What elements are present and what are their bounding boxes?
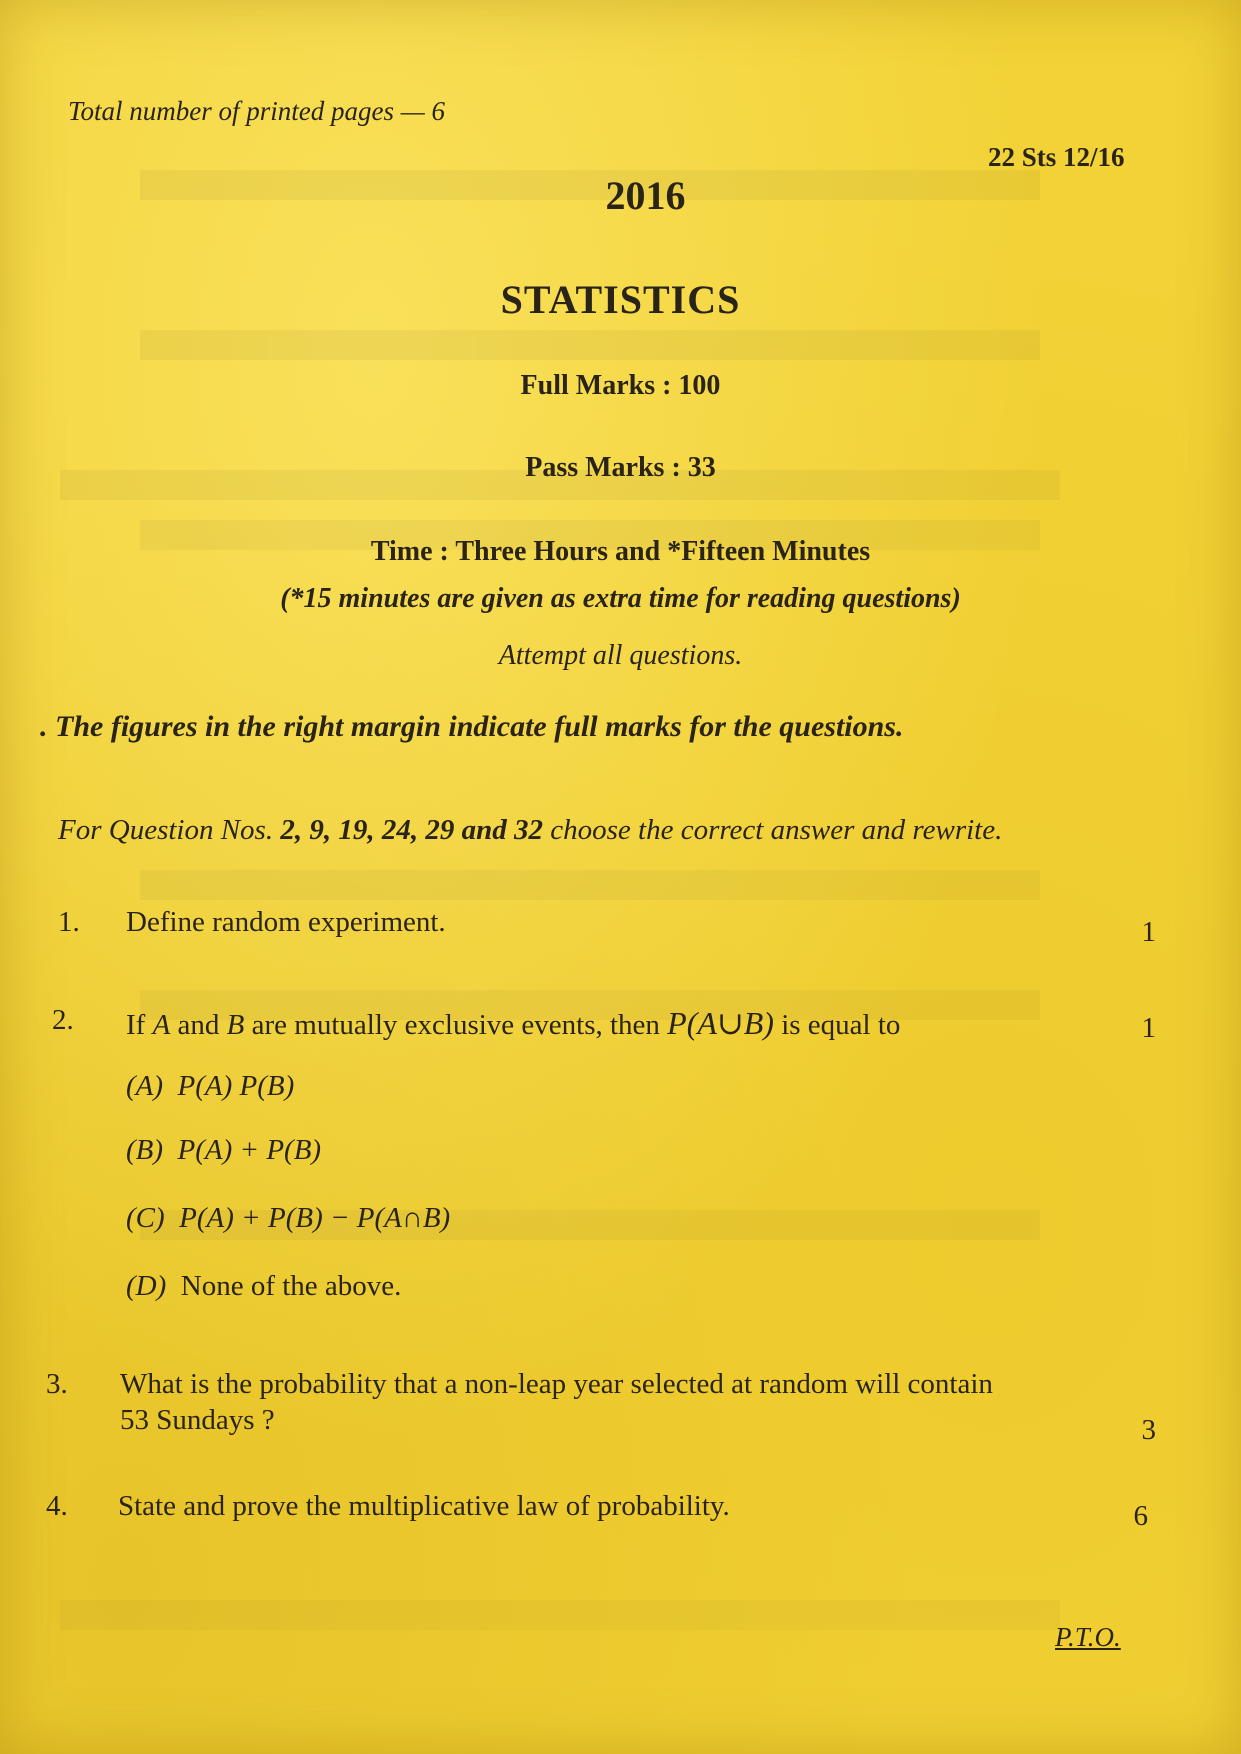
question-marks: 6 (1133, 1500, 1148, 1532)
question-marks: 1 (1141, 916, 1156, 948)
text-fragment: is equal to (773, 1009, 901, 1041)
figures-margin-note: . The figures in the right margin indicate full marks for the questions. (40, 710, 904, 743)
pass-marks: Pass Marks : 33 (525, 452, 716, 483)
union-expression: P(A∪B) (667, 1005, 774, 1041)
total-pages-note: Total number of printed pages — 6 (68, 96, 446, 126)
option-label: (D) (126, 1270, 167, 1302)
question-text: Define random experiment. (126, 906, 446, 938)
event-b: B (226, 1009, 245, 1041)
question-text: State and prove the multiplicative law of probability. (118, 1490, 730, 1522)
option-label: (B) (126, 1134, 164, 1166)
question-text-line-2: 53 Sundays ? (120, 1404, 275, 1436)
pto-label: P.T.O. (1055, 1622, 1121, 1652)
time-allowed: Time : Three Hours and *Fifteen Minutes (370, 536, 871, 567)
text-fragment: are mutually exclusive events, then (244, 1009, 668, 1041)
option-text: P(A) P(B) (177, 1070, 295, 1102)
full-marks: Full Marks : 100 (520, 370, 721, 401)
event-a: A (152, 1009, 171, 1041)
question-number: 2. (52, 1004, 74, 1036)
question-number: 3. (46, 1368, 68, 1400)
question-marks: 3 (1141, 1414, 1156, 1446)
paper-code: 22 Sts 12/16 (988, 142, 1125, 172)
option-text: None of the above. (180, 1270, 402, 1302)
option-a (126, 1070, 294, 1103)
option-d (126, 1270, 401, 1303)
option-text: P(A) + P(B) (177, 1134, 322, 1166)
extra-time-note: (*15 minutes are given as extra time for reading questions) (280, 583, 961, 614)
option-label: (C) (126, 1202, 165, 1234)
question-marks: 1 (1141, 1012, 1156, 1044)
exam-year: 2016 (605, 173, 686, 218)
attempt-instruction: Attempt all questions. (498, 640, 743, 671)
option-label: (A) (126, 1070, 164, 1102)
mcq-prefix: For Question Nos. (58, 814, 281, 846)
subject-title: STATISTICS (500, 277, 741, 322)
option-b (126, 1134, 321, 1167)
question-text (126, 1004, 900, 1042)
option-c (126, 1202, 450, 1235)
mcq-suffix: choose the correct answer and rewrite. (542, 814, 1003, 846)
question-text-line-1: What is the probability that a non-leap year selected at random will contain (120, 1368, 993, 1400)
text-fragment: and (170, 1009, 227, 1041)
text-fragment: If (126, 1009, 153, 1041)
option-text: P(A) + P(B) − P(A∩B) (179, 1202, 451, 1234)
mcq-question-numbers: 2, 9, 19, 24, 29 and 32 (280, 814, 543, 846)
question-number: 4. (46, 1490, 68, 1522)
mcq-instruction (58, 814, 1002, 847)
question-number: 1. (58, 906, 80, 938)
